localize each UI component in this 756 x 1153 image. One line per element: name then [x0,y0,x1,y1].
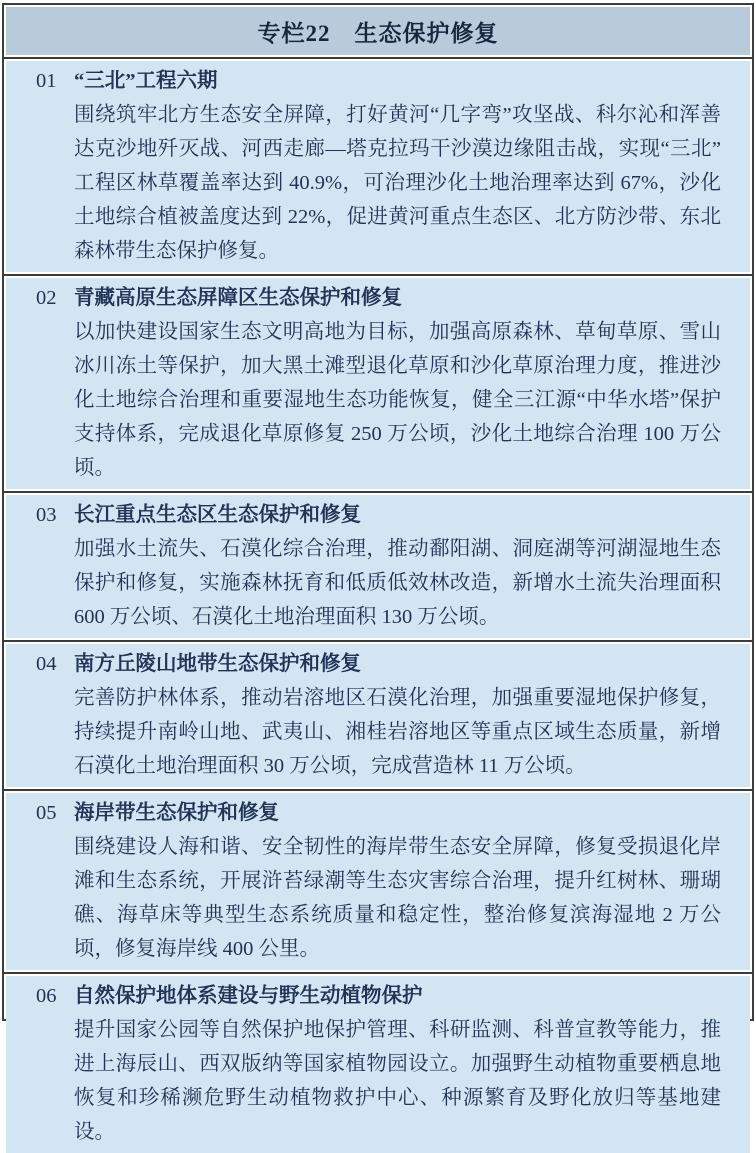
section-qinghai-tibet-plateau [6,278,750,489]
section-coastal-zone [6,793,750,970]
section-nature-reserves-wildlife [6,976,750,1153]
section-body: 围绕筑牢北方生态安全屏障，打好黄河“几字弯”攻坚战、科尔沁和浑善达克沙地歼灭战、河西走廊—塔克拉玛干沙漠边缘阻击战，实现“三北”工程区林草覆盖率达到 40.9%，可治理沙化土地治理率达到 67%，沙化土地综合植被盖度达到 22%，促进黄河重点生态区、北方防沙带、东北森林带生态保护修复。 [74,104,721,262]
divider [4,640,752,642]
section-body: 围绕建设人海和谐、安全韧性的海岸带生态安全屏障，修复受损退化岸滩和生态系统，开展浒苔绿潮等生态灾害综合治理，提升红树林、珊瑚礁、海草床等典型生态系统质量和稳定性，整治修复滨海湿地 2 万公顷，修复海岸线 400 公里。 [74,836,721,960]
panel-title: 专栏22 生态保护修复 [257,21,499,46]
section-number: 06 [36,985,57,1007]
section-title: 南方丘陵山地带生态保护和修复 [74,653,361,675]
divider [4,57,752,59]
section-number: 01 [36,70,57,92]
section-title: 海岸带生态保护和修复 [74,802,279,824]
divider [4,789,752,791]
column-22-panel [2,3,754,1143]
divider [4,274,752,276]
section-body: 提升国家公园等自然保护地保护管理、科研监测、科普宣教等能力，推进上海辰山、西双版纳等国家植物园设立。加强野生动植物重要栖息地恢复和珍稀濒危野生动植物救护中心、种源繁育及野化放归等基地建设。 [74,1019,721,1143]
divider [4,491,752,493]
section-yangtze-key-eco-zone [6,495,750,638]
section-title: 长江重点生态区生态保护和修复 [74,504,361,526]
divider [4,972,752,974]
section-title: 自然保护地体系建设与野生动植物保护 [74,985,423,1007]
section-number: 05 [36,802,57,824]
section-number: 03 [36,504,57,526]
section-title: 青藏高原生态屏障区生态保护和修复 [74,287,402,309]
section-title: “三北”工程六期 [74,70,218,92]
section-number: 04 [36,653,57,675]
panel-header [6,7,750,55]
section-body: 以加快建设国家生态文明高地为目标，加强高原森林、草甸草原、雪山冰川冻土等保护，加大黑土滩型退化草原和沙化草原治理力度，推进沙化土地综合治理和重要湿地生态功能恢复，健全三江源“中华水塔”保护支持体系，完成退化草原修复 250 万公顷，沙化土地综合治理 100 万公顷。 [74,321,721,479]
section-sanbei-project [6,61,750,272]
section-number: 02 [36,287,57,309]
section-body: 加强水土流失、石漠化综合治理，推动鄱阳湖、洞庭湖等河湖湿地生态保护和修复，实施森林抚育和低质低效林改造，新增水土流失治理面积 600 万公顷、石漠化土地治理面积 130 万公顷。 [74,538,721,628]
section-body: 完善防护林体系，推动岩溶地区石漠化治理，加强重要湿地保护修复，持续提升南岭山地、武夷山、湘桂岩溶地区等重点区域生态质量，新增石漠化土地治理面积 30 万公顷，完成营造林 11 万公顷。 [74,687,721,777]
section-southern-hills [6,644,750,787]
